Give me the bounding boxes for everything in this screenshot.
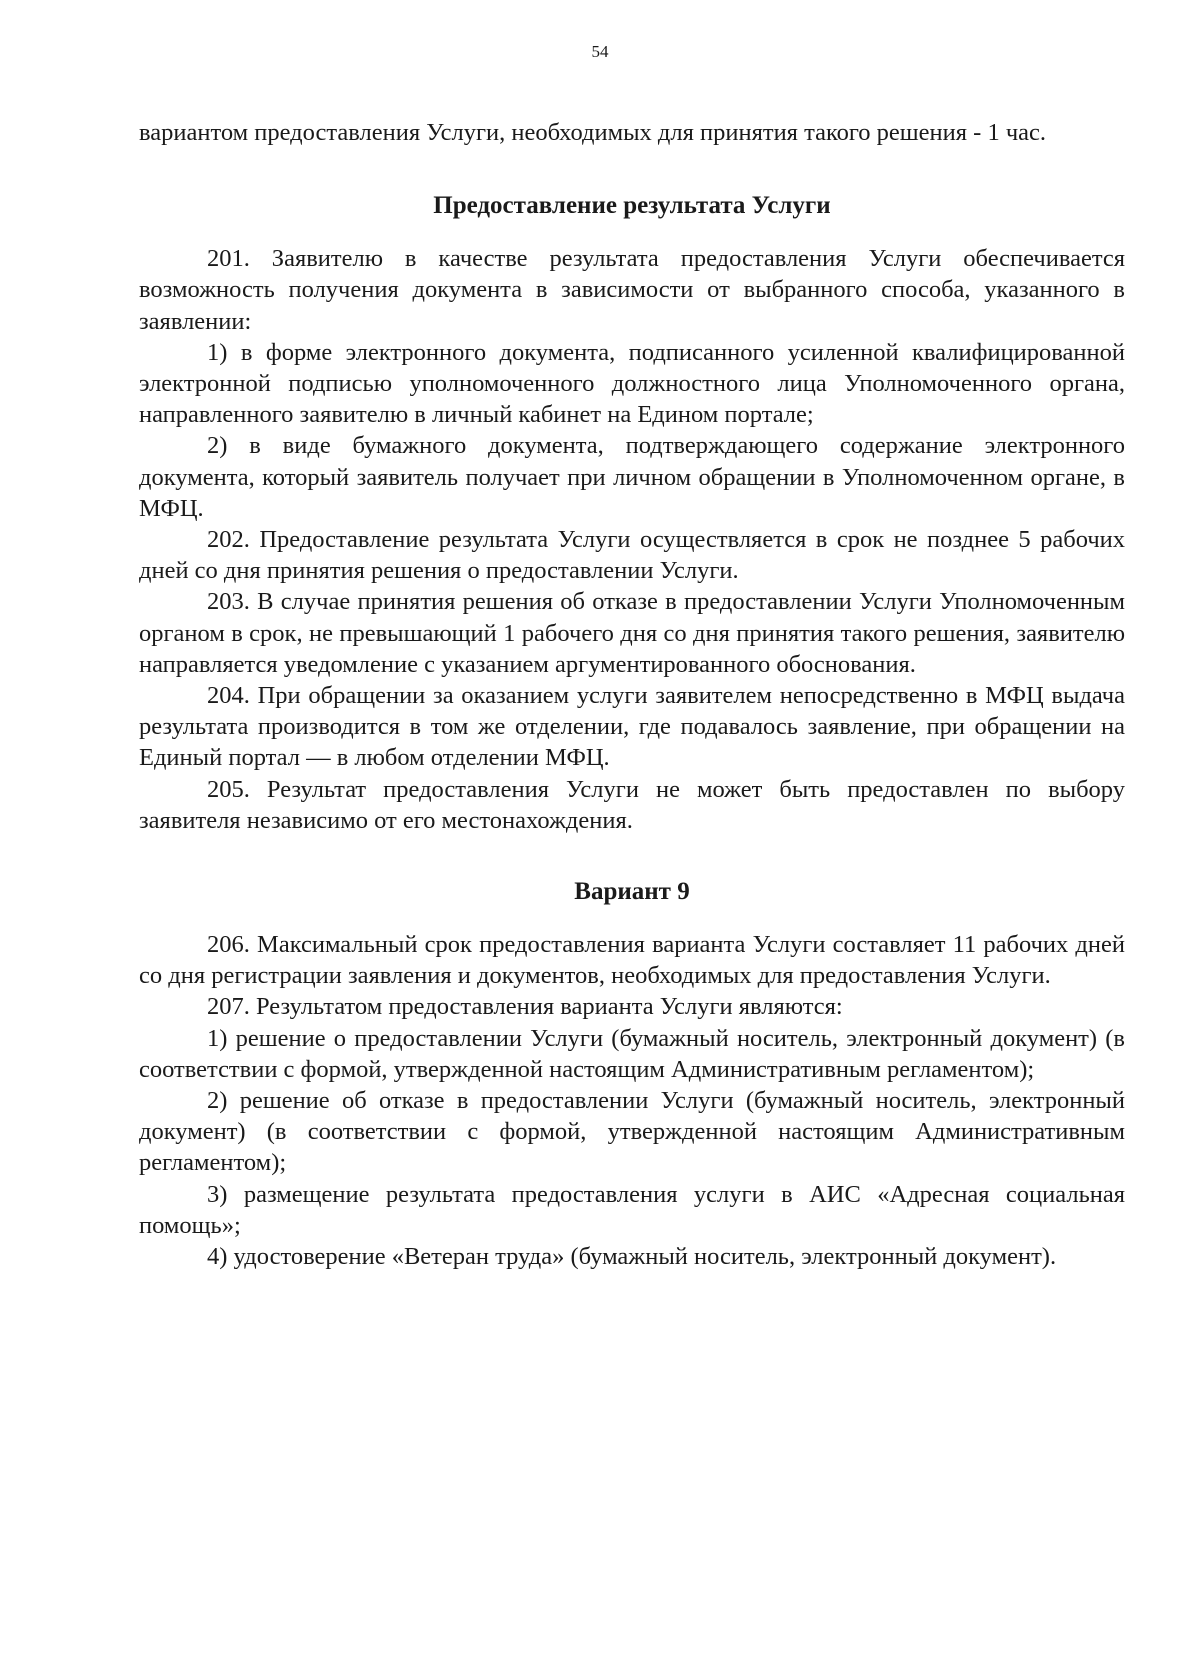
paragraph-206: 206. Максимальный срок предоставления варианта Услуги составляет 11 рабочих дней со дня регистрации заявления и документов, необходимых для предоставления Услуги. bbox=[139, 931, 1125, 990]
intro-paragraph: вариантом предоставления Услуги, необходимых для принятия такого решения - 1 час. bbox=[139, 119, 1047, 146]
paragraph-203: 203. В случае принятия решения об отказе в предоставлении Услуги Уполномоченным органом в срок, не превышающий 1 рабочего дня со дня принятия такого решения, заявителю направляется уведомление с указанием аргументированного обоснования. bbox=[139, 588, 1125, 678]
paragraph-201: 201. Заявителю в качестве результата предоставления Услуги обеспечивается возможность получения документа в зависимости от выбранного способа, указанного в заявлении: bbox=[139, 245, 1125, 335]
paragraph-205: 205. Результат предоставления Услуги не может быть предоставлен по выбору заявителя независимо от его местонахождения. bbox=[139, 775, 1125, 834]
paragraph-207-item-3: 3) размещение результата предоставления услуги в АИС «Адресная социальная помощь»; bbox=[139, 1180, 1125, 1239]
paragraph-202: 202. Предоставление результата Услуги осуществляется в срок не позднее 5 рабочих дней со дня принятия решения о предоставлении Услуги. bbox=[139, 526, 1125, 585]
paragraph-207-item-1: 1) решение о предоставлении Услуги (бумажный носитель, электронный документ) (в соответствии с формой, утвержденной настоящим Административным регламентом); bbox=[139, 1024, 1125, 1083]
section-heading-result: Предоставление результата Услуги bbox=[433, 192, 831, 220]
page-number: 54 bbox=[591, 42, 609, 61]
document-body bbox=[139, 117, 1125, 1272]
section-heading-variant-9: Вариант 9 bbox=[574, 878, 690, 906]
paragraph-201-item-2: 2) в виде бумажного документа, подтверждающего содержание электронного документа, который заявитель получает при личном обращении в Уполномоченном органе, в МФЦ. bbox=[139, 432, 1125, 522]
paragraph-207-item-4: 4) удостоверение «Ветеран труда» (бумажный носитель, электронный документ). bbox=[207, 1243, 1057, 1271]
paragraph-201-item-1: 1) в форме электронного документа, подписанного усиленной квалифицированной электронной подписью уполномоченного должностного лица Уполномоченного органа, направленного заявителю в личный кабинет на Едином портале; bbox=[139, 338, 1125, 429]
paragraph-204: 204. При обращении за оказанием услуги заявителем непосредственно в МФЦ выдача результата производится в том же отделении, где подавалось заявление, при обращении на Единый портал — в любом отделении МФЦ. bbox=[139, 682, 1125, 772]
paragraph-207: 207. Результатом предоставления варианта Услуги являются: bbox=[207, 993, 843, 1021]
paragraph-207-item-2: 2) решение об отказе в предоставлении Услуги (бумажный носитель, электронный документ) (в соответствии с формой, утвержденной настоящим Административным регламентом); bbox=[139, 1087, 1125, 1177]
